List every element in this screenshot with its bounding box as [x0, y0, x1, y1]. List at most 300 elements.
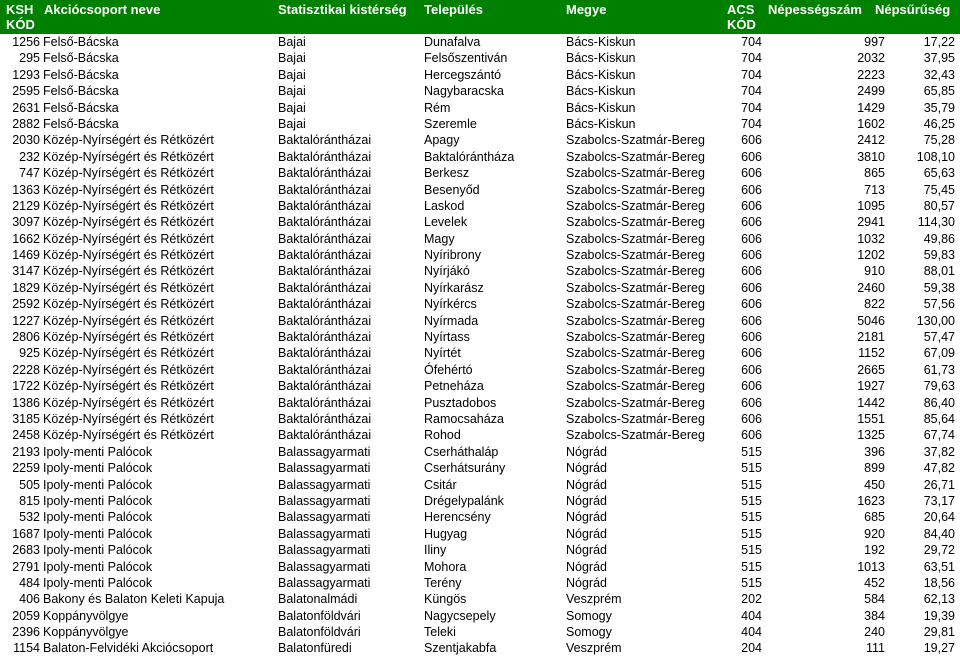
cell-group-name: Közép-Nyírségért és Rétközért: [43, 330, 214, 345]
cell-ksh-code: 2030: [12, 133, 40, 148]
cell-population: 1442: [857, 395, 885, 410]
cell-acs-code: 606: [741, 330, 762, 345]
cell-district: Balassagyarmati: [278, 444, 371, 459]
cell-acs-code: 606: [741, 297, 762, 312]
cell-town: Laskod: [424, 198, 465, 213]
table-row: [0, 280, 960, 296]
cell-group-name: Közép-Nyírségért és Rétközért: [43, 149, 214, 164]
cell-ksh-code: 1662: [12, 231, 40, 246]
cell-population: 396: [864, 444, 885, 459]
cell-town: Petneháza: [424, 379, 484, 394]
table-row: [0, 313, 960, 329]
cell-county: Bács-Kiskun: [566, 116, 636, 131]
cell-acs-code: 515: [741, 461, 762, 476]
cell-acs-code: 515: [741, 444, 762, 459]
cell-district: Balassagyarmati: [278, 543, 371, 558]
cell-county: Szabolcs-Szatmár-Bereg: [566, 166, 705, 181]
cell-population: 1013: [857, 559, 885, 574]
cell-group-name: Felső-Bácska: [43, 100, 119, 115]
cell-density: 80,57: [923, 198, 955, 213]
cell-town: Cserháthaláp: [424, 444, 499, 459]
table-row: [0, 198, 960, 214]
cell-district: Bajai: [278, 116, 306, 131]
cell-county: Bács-Kiskun: [566, 35, 636, 49]
cell-town: Ramocsaháza: [424, 411, 504, 426]
cell-population: 1095: [857, 198, 885, 213]
cell-acs-code: 606: [741, 231, 762, 246]
cell-ksh-code: 925: [19, 346, 40, 361]
cell-district: Balassagyarmati: [278, 526, 371, 541]
cell-county: Szabolcs-Szatmár-Bereg: [566, 215, 705, 230]
cell-town: Pusztadobos: [424, 395, 497, 410]
table-row: [0, 509, 960, 525]
cell-ksh-code: 2396: [12, 625, 40, 640]
cell-ksh-code: 2458: [12, 428, 40, 443]
cell-town: Iliny: [424, 543, 447, 558]
cell-district: Baktalórántházai: [278, 411, 372, 426]
cell-ksh-code: 1363: [12, 182, 40, 197]
cell-ksh-code: 2683: [12, 543, 40, 558]
cell-town: Herencsény: [424, 510, 491, 525]
cell-town: Nagybaracska: [424, 84, 504, 99]
cell-county: Bács-Kiskun: [566, 51, 636, 66]
cell-density: 29,81: [923, 625, 955, 640]
cell-group-name: Közép-Nyírségért és Rétközért: [43, 198, 214, 213]
cell-ksh-code: 2882: [12, 116, 40, 131]
cell-county: Nógrád: [566, 477, 607, 492]
cell-density: 59,83: [923, 248, 955, 263]
cell-town: Levelek: [424, 215, 468, 230]
cell-ksh-code: 1293: [12, 67, 40, 82]
cell-county: Nógrád: [566, 543, 607, 558]
cell-acs-code: 606: [741, 248, 762, 263]
cell-ksh-code: 532: [19, 510, 40, 525]
table-row: [0, 67, 960, 83]
cell-ksh-code: 1687: [12, 526, 40, 541]
cell-density: 85,64: [923, 411, 955, 426]
cell-population: 1202: [857, 248, 885, 263]
cell-population: 1602: [857, 116, 885, 131]
table-row: [0, 460, 960, 476]
table-row: [0, 542, 960, 558]
header-ksh: KSH: [6, 2, 34, 17]
cell-county: Szabolcs-Szatmár-Bereg: [566, 379, 705, 394]
cell-town: Szentjakabfa: [424, 641, 497, 656]
cell-acs-code: 606: [741, 215, 762, 230]
cell-district: Balatonföldvári: [278, 625, 361, 640]
table-row: [0, 444, 960, 460]
cell-county: Szabolcs-Szatmár-Bereg: [566, 280, 705, 295]
cell-district: Balassagyarmati: [278, 477, 371, 492]
cell-group-name: Ipoly-menti Palócok: [43, 493, 153, 508]
cell-county: Bács-Kiskun: [566, 84, 636, 99]
cell-town: Nyírtass: [424, 330, 470, 345]
table-row: [0, 608, 960, 624]
cell-acs-code: 606: [741, 428, 762, 443]
cell-county: Veszprém: [566, 641, 622, 656]
cell-county: Bács-Kiskun: [566, 67, 636, 82]
cell-density: 57,47: [923, 330, 955, 345]
cell-acs-code: 515: [741, 575, 762, 590]
cell-acs-code: 606: [741, 411, 762, 426]
cell-density: 84,40: [923, 526, 955, 541]
cell-town: Dunafalva: [424, 35, 481, 49]
table-row: [0, 165, 960, 181]
cell-town: Nagycsepely: [424, 608, 496, 623]
cell-county: Nógrád: [566, 461, 607, 476]
cell-town: Nyíribrony: [424, 248, 481, 263]
cell-ksh-code: 3097: [12, 215, 40, 230]
cell-town: Baktalórántháza: [424, 149, 515, 164]
cell-ksh-code: 2129: [12, 198, 40, 213]
cell-density: 20,64: [923, 510, 955, 525]
cell-group-name: Ipoly-menti Palócok: [43, 575, 153, 590]
cell-density: 46,25: [923, 116, 955, 131]
cell-ksh-code: 3147: [12, 264, 40, 279]
cell-density: 79,63: [923, 379, 955, 394]
cell-district: Baktalórántházai: [278, 346, 372, 361]
table-row: [0, 362, 960, 378]
table-row: [0, 477, 960, 493]
cell-district: Balatonföldvári: [278, 608, 361, 623]
cell-county: Szabolcs-Szatmár-Bereg: [566, 297, 705, 312]
table-row: [0, 34, 960, 50]
cell-county: Szabolcs-Szatmár-Bereg: [566, 248, 705, 263]
cell-ksh-code: 484: [19, 575, 40, 590]
cell-group-name: Koppányvölgye: [43, 625, 129, 640]
cell-county: Szabolcs-Szatmár-Bereg: [566, 395, 705, 410]
table-row: [0, 231, 960, 247]
cell-population: 2460: [857, 280, 885, 295]
cell-density: 75,28: [923, 133, 955, 148]
cell-town: Csitár: [424, 477, 457, 492]
cell-density: 67,74: [923, 428, 955, 443]
cell-ksh-code: 2791: [12, 559, 40, 574]
cell-density: 17,22: [923, 35, 955, 49]
cell-population: 1032: [857, 231, 885, 246]
cell-acs-code: 606: [741, 182, 762, 197]
cell-group-name: Közép-Nyírségért és Rétközért: [43, 362, 214, 377]
cell-town: Hugyag: [424, 526, 468, 541]
cell-ksh-code: 815: [19, 493, 40, 508]
cell-town: Mohora: [424, 559, 467, 574]
cell-population: 584: [864, 592, 885, 607]
cell-county: Nógrád: [566, 575, 607, 590]
cell-county: Bács-Kiskun: [566, 100, 636, 115]
cell-population: 3810: [857, 149, 885, 164]
table-row: [0, 214, 960, 230]
cell-group-name: Közép-Nyírségért és Rétközért: [43, 395, 214, 410]
cell-population: 240: [864, 625, 885, 640]
cell-population: 384: [864, 608, 885, 623]
cell-district: Bajai: [278, 100, 306, 115]
cell-county: Somogy: [566, 608, 612, 623]
cell-group-name: Ipoly-menti Palócok: [43, 461, 153, 476]
cell-town: Küngös: [424, 592, 467, 607]
table-row: [0, 395, 960, 411]
cell-district: Baktalórántházai: [278, 149, 372, 164]
table-row: [0, 378, 960, 394]
cell-population: 2499: [857, 84, 885, 99]
cell-ksh-code: 1829: [12, 280, 40, 295]
cell-ksh-code: 1256: [12, 35, 40, 49]
cell-group-name: Közép-Nyírségért és Rétközért: [43, 182, 214, 197]
cell-acs-code: 606: [741, 280, 762, 295]
cell-district: Balassagyarmati: [278, 510, 371, 525]
cell-county: Somogy: [566, 625, 612, 640]
cell-town: Rohod: [424, 428, 461, 443]
cell-density: 37,95: [923, 51, 955, 66]
cell-population: 1152: [858, 346, 885, 361]
cell-population: 2032: [857, 51, 885, 66]
cell-density: 29,72: [923, 543, 955, 558]
cell-ksh-code: 505: [19, 477, 40, 492]
header-population: Népességszám: [768, 2, 862, 17]
cell-acs-code: 404: [741, 625, 762, 640]
cell-county: Szabolcs-Szatmár-Bereg: [566, 313, 705, 328]
cell-county: Szabolcs-Szatmár-Bereg: [566, 264, 705, 279]
table-row: [0, 132, 960, 148]
cell-town: Rém: [424, 100, 451, 115]
cell-district: Baktalórántházai: [278, 362, 372, 377]
cell-town: Besenyőd: [424, 182, 480, 197]
cell-group-name: Felső-Bácska: [43, 116, 119, 131]
table-row: [0, 345, 960, 361]
cell-population: 685: [864, 510, 885, 525]
cell-county: Szabolcs-Szatmár-Bereg: [566, 411, 705, 426]
cell-group-name: Közép-Nyírségért és Rétközért: [43, 166, 214, 181]
cell-population: 452: [864, 575, 885, 590]
cell-acs-code: 404: [741, 608, 762, 623]
cell-town: Hercegszántó: [424, 67, 502, 82]
cell-town: Cserhátsurány: [424, 461, 506, 476]
table-row: [0, 575, 960, 591]
cell-group-name: Felső-Bácska: [43, 51, 119, 66]
cell-county: Szabolcs-Szatmár-Bereg: [566, 330, 705, 345]
cell-district: Balassagyarmati: [278, 575, 371, 590]
cell-density: 130,00: [916, 313, 955, 328]
table-row: [0, 263, 960, 279]
cell-group-name: Közép-Nyírségért és Rétközért: [43, 280, 214, 295]
cell-density: 19,27: [923, 641, 955, 656]
cell-group-name: Közép-Nyírségért és Rétközért: [43, 297, 214, 312]
cell-county: Szabolcs-Szatmár-Bereg: [566, 428, 705, 443]
cell-ksh-code: 1154: [13, 641, 40, 656]
cell-density: 108,10: [916, 149, 955, 164]
cell-district: Baktalórántházai: [278, 280, 372, 295]
cell-group-name: Közép-Nyírségért és Rétközért: [43, 428, 214, 443]
header-kod: KÓD: [6, 17, 35, 32]
cell-acs-code: 515: [741, 543, 762, 558]
cell-town: Magy: [424, 231, 455, 246]
cell-density: 67,09: [923, 346, 955, 361]
cell-district: Baktalórántházai: [278, 330, 372, 345]
cell-population: 450: [864, 477, 885, 492]
cell-district: Baktalórántházai: [278, 198, 372, 213]
cell-group-name: Közép-Nyírségért és Rétközért: [43, 264, 214, 279]
cell-ksh-code: 1227: [12, 313, 40, 328]
cell-population: 2412: [857, 133, 885, 148]
cell-density: 61,73: [923, 362, 955, 377]
cell-town: Felsőszentiván: [424, 51, 508, 66]
cell-county: Szabolcs-Szatmár-Bereg: [566, 198, 705, 213]
cell-population: 2941: [857, 215, 885, 230]
cell-acs-code: 204: [741, 641, 762, 656]
cell-acs-code: 606: [741, 149, 762, 164]
cell-acs-code: 606: [741, 346, 762, 361]
cell-county: Nógrád: [566, 444, 607, 459]
cell-town: Szeremle: [424, 116, 477, 131]
cell-group-name: Közép-Nyírségért és Rétközért: [43, 215, 214, 230]
cell-acs-code: 606: [741, 362, 762, 377]
cell-acs-code: 606: [741, 133, 762, 148]
cell-population: 5046: [857, 313, 885, 328]
cell-population: 910: [864, 264, 885, 279]
cell-population: 2223: [857, 67, 885, 82]
table-row: [0, 329, 960, 345]
cell-district: Balatonalmádi: [278, 592, 358, 607]
cell-town: Nyírtét: [424, 346, 461, 361]
cell-acs-code: 606: [741, 264, 762, 279]
cell-county: Veszprém: [566, 592, 622, 607]
table-body: [0, 34, 960, 657]
cell-ksh-code: 406: [19, 592, 40, 607]
cell-density: 73,17: [923, 493, 955, 508]
table-row: [0, 411, 960, 427]
cell-acs-code: 704: [741, 51, 762, 66]
cell-density: 86,40: [923, 395, 955, 410]
table-header: [0, 0, 960, 34]
cell-group-name: Közép-Nyírségért és Rétközért: [43, 346, 214, 361]
cell-district: Baktalórántházai: [278, 428, 372, 443]
cell-group-name: Ipoly-menti Palócok: [43, 510, 153, 525]
cell-acs-code: 202: [741, 592, 762, 607]
cell-town: Teleki: [424, 625, 456, 640]
table-row: [0, 296, 960, 312]
cell-county: Szabolcs-Szatmár-Bereg: [566, 231, 705, 246]
cell-acs-code: 515: [741, 559, 762, 574]
cell-acs-code: 515: [741, 526, 762, 541]
cell-population: 192: [864, 543, 885, 558]
cell-ksh-code: 2806: [12, 330, 40, 345]
cell-group-name: Közép-Nyírségért és Rétközért: [43, 133, 214, 148]
table-row: [0, 559, 960, 575]
table-row: [0, 83, 960, 99]
header-acs: ACS: [727, 2, 755, 17]
cell-group-name: Ipoly-menti Palócok: [43, 477, 153, 492]
table-row: [0, 247, 960, 263]
cell-population: 111: [865, 641, 885, 656]
table-row: [0, 100, 960, 116]
cell-group-name: Balaton-Felvidéki Akciócsoport: [43, 641, 214, 656]
table-row: [0, 182, 960, 198]
cell-town: Nyírjákó: [424, 264, 470, 279]
cell-population: 899: [864, 461, 885, 476]
cell-density: 32,43: [923, 67, 955, 82]
cell-district: Baktalórántházai: [278, 248, 372, 263]
cell-group-name: Ipoly-menti Palócok: [43, 543, 153, 558]
table-row: [0, 116, 960, 132]
cell-county: Szabolcs-Szatmár-Bereg: [566, 346, 705, 361]
cell-density: 18,56: [923, 575, 955, 590]
cell-district: Balassagyarmati: [278, 493, 371, 508]
header-town: Település: [424, 2, 484, 17]
cell-density: 75,45: [923, 182, 955, 197]
cell-density: 47,82: [923, 461, 955, 476]
cell-ksh-code: 2228: [12, 362, 40, 377]
cell-county: Szabolcs-Szatmár-Bereg: [566, 133, 705, 148]
cell-district: Baktalórántházai: [278, 297, 372, 312]
header-county: Megye: [566, 2, 607, 17]
table-row: [0, 493, 960, 509]
cell-ksh-code: 232: [19, 149, 40, 164]
cell-group-name: Felső-Bácska: [43, 84, 119, 99]
cell-ksh-code: 2595: [12, 84, 40, 99]
cell-group-name: Közép-Nyírségért és Rétközért: [43, 248, 214, 263]
header-density: Népsűrűség: [875, 2, 951, 17]
cell-group-name: Ipoly-menti Palócok: [43, 526, 153, 541]
cell-ksh-code: 2631: [12, 100, 40, 115]
cell-acs-code: 606: [741, 379, 762, 394]
cell-district: Baktalórántházai: [278, 395, 372, 410]
cell-acs-code: 704: [741, 116, 762, 131]
table-row: [0, 50, 960, 66]
cell-population: 920: [864, 526, 885, 541]
cell-town: Ófehértó: [424, 362, 473, 377]
cell-group-name: Közép-Nyírségért és Rétközért: [43, 313, 214, 328]
cell-county: Nógrád: [566, 559, 607, 574]
cell-town: Nyírkércs: [424, 297, 477, 312]
cell-population: 1623: [857, 493, 885, 508]
cell-ksh-code: 1386: [12, 395, 40, 410]
cell-district: Baktalórántházai: [278, 231, 372, 246]
cell-density: 57,56: [923, 297, 955, 312]
cell-population: 822: [864, 297, 885, 312]
cell-county: Nógrád: [566, 493, 607, 508]
cell-ksh-code: 747: [19, 166, 40, 181]
cell-density: 49,86: [923, 231, 955, 246]
cell-district: Baktalórántházai: [278, 264, 372, 279]
table-row: [0, 526, 960, 542]
cell-population: 1325: [857, 428, 885, 443]
cell-district: Baktalórántházai: [278, 182, 372, 197]
cell-population: 997: [864, 35, 885, 49]
header-district: Statisztikai kistérség: [278, 2, 407, 17]
cell-ksh-code: 2259: [12, 461, 40, 476]
cell-acs-code: 704: [741, 67, 762, 82]
cell-density: 65,63: [923, 166, 955, 181]
header-acs-kod: KÓD: [727, 17, 756, 32]
cell-district: Baktalórántházai: [278, 379, 372, 394]
cell-group-name: Bakony és Balaton Keleti Kapuja: [43, 592, 225, 607]
table-row: [0, 591, 960, 607]
cell-acs-code: 515: [741, 510, 762, 525]
cell-group-name: Ipoly-menti Palócok: [43, 444, 153, 459]
cell-district: Bajai: [278, 67, 306, 82]
cell-population: 1429: [857, 100, 885, 115]
table-row: [0, 640, 960, 656]
cell-density: 59,38: [923, 280, 955, 295]
cell-group-name: Felső-Bácska: [43, 67, 119, 82]
cell-population: 713: [864, 182, 885, 197]
cell-district: Balassagyarmati: [278, 559, 371, 574]
cell-group-name: Közép-Nyírségért és Rétközért: [43, 379, 214, 394]
cell-ksh-code: 1469: [12, 248, 40, 263]
cell-town: Terény: [424, 575, 462, 590]
cell-acs-code: 515: [741, 477, 762, 492]
cell-density: 26,71: [923, 477, 955, 492]
cell-ksh-code: 2059: [12, 608, 40, 623]
